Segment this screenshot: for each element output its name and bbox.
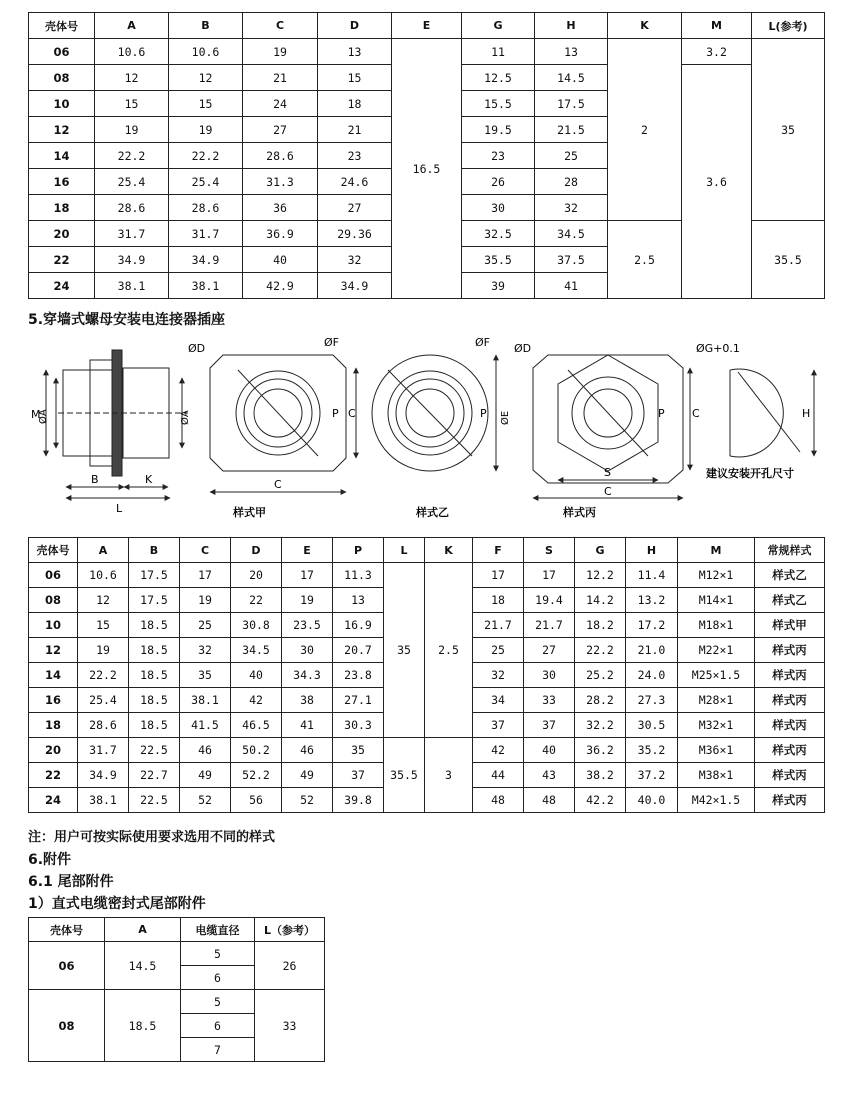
cell: 20.7 bbox=[333, 638, 384, 663]
cell: 22.5 bbox=[129, 788, 180, 813]
cell: 21.7 bbox=[524, 613, 575, 638]
cell: 7 bbox=[181, 1038, 255, 1062]
cell: 22.2 bbox=[575, 638, 626, 663]
cell: 38.1 bbox=[169, 273, 243, 299]
cell: 22.2 bbox=[95, 143, 169, 169]
cell: 18.5 bbox=[129, 663, 180, 688]
header-cell: C bbox=[180, 538, 231, 563]
cell: 52 bbox=[282, 788, 333, 813]
header-cell: K bbox=[608, 13, 682, 39]
cell: 27 bbox=[243, 117, 318, 143]
cell: M12×1 bbox=[678, 563, 755, 588]
cell: 15 bbox=[318, 65, 392, 91]
cell: 样式丙 bbox=[755, 763, 825, 788]
cell: 13 bbox=[318, 39, 392, 65]
cell: 17.5 bbox=[129, 588, 180, 613]
header-cell: C bbox=[243, 13, 318, 39]
label-b: B bbox=[91, 473, 99, 486]
cell: 21 bbox=[318, 117, 392, 143]
label-m: M bbox=[31, 408, 41, 421]
cell: 13 bbox=[333, 588, 384, 613]
cell: 6 bbox=[181, 1014, 255, 1038]
cell: 30.3 bbox=[333, 713, 384, 738]
cell: 22 bbox=[29, 763, 78, 788]
label-p: P bbox=[332, 407, 339, 420]
label-p3: P bbox=[658, 407, 665, 420]
cell: 样式丙 bbox=[755, 638, 825, 663]
cell: 32.2 bbox=[575, 713, 626, 738]
header-cell: 壳体号 bbox=[29, 538, 78, 563]
cell: 34.9 bbox=[95, 247, 169, 273]
cell-m-top: 3.2 bbox=[682, 39, 752, 65]
cell: 24 bbox=[29, 788, 78, 813]
table3-header-row bbox=[29, 918, 325, 942]
header-cell: D bbox=[231, 538, 282, 563]
cell: 18 bbox=[29, 713, 78, 738]
cell: 31.7 bbox=[95, 221, 169, 247]
cell: 41 bbox=[282, 713, 333, 738]
cell: 48 bbox=[524, 788, 575, 813]
cell: 17 bbox=[524, 563, 575, 588]
cell: 15.5 bbox=[462, 91, 535, 117]
caption-style-a: 样式甲 bbox=[233, 506, 266, 519]
cell: 12 bbox=[169, 65, 243, 91]
cell: 08 bbox=[29, 588, 78, 613]
cell: 31.3 bbox=[243, 169, 318, 195]
cell: 39.8 bbox=[333, 788, 384, 813]
cell: 样式甲 bbox=[755, 613, 825, 638]
cell: 样式丙 bbox=[755, 688, 825, 713]
cell: 44 bbox=[473, 763, 524, 788]
cell: 32 bbox=[318, 247, 392, 273]
cell: 11.4 bbox=[626, 563, 678, 588]
cell: 18 bbox=[29, 195, 95, 221]
cell: 30 bbox=[524, 663, 575, 688]
cell: 19 bbox=[95, 117, 169, 143]
cell: 13 bbox=[535, 39, 608, 65]
cell: 41.5 bbox=[180, 713, 231, 738]
cell: 25.4 bbox=[78, 688, 129, 713]
label-e: ØE bbox=[500, 410, 511, 425]
header-cell: 壳体号 bbox=[29, 918, 105, 942]
cell: 29.36 bbox=[318, 221, 392, 247]
cell: 32 bbox=[473, 663, 524, 688]
cell: 38.1 bbox=[180, 688, 231, 713]
cell: 31.7 bbox=[78, 738, 129, 763]
header-cell: B bbox=[129, 538, 180, 563]
header-cell: D bbox=[318, 13, 392, 39]
header-cell: H bbox=[535, 13, 608, 39]
cell: 30.5 bbox=[626, 713, 678, 738]
cell: 11 bbox=[462, 39, 535, 65]
header-cell: G bbox=[575, 538, 626, 563]
cell: 22.5 bbox=[129, 738, 180, 763]
cell: 46 bbox=[282, 738, 333, 763]
label-f: ØF bbox=[324, 336, 339, 349]
cell: 31.7 bbox=[169, 221, 243, 247]
cell: 37.2 bbox=[626, 763, 678, 788]
table-row bbox=[29, 563, 825, 588]
label-c3-side: C bbox=[692, 407, 700, 420]
label-c-side: C bbox=[348, 407, 356, 420]
view-style-a bbox=[210, 355, 356, 492]
cell: 14.5 bbox=[535, 65, 608, 91]
cell-k-top: 2.5 bbox=[425, 563, 473, 738]
cell: 48 bbox=[473, 788, 524, 813]
cell: 49 bbox=[282, 763, 333, 788]
cell: 18 bbox=[473, 588, 524, 613]
header-cell: A bbox=[95, 13, 169, 39]
cell: 38.1 bbox=[78, 788, 129, 813]
label-p2: P bbox=[480, 407, 487, 420]
cell: 28.2 bbox=[575, 688, 626, 713]
cell: 18 bbox=[318, 91, 392, 117]
cell: 38 bbox=[282, 688, 333, 713]
cell: 15 bbox=[78, 613, 129, 638]
cell-k-bottom: 2.5 bbox=[608, 221, 682, 299]
cell: 10.6 bbox=[95, 39, 169, 65]
cell: 27 bbox=[524, 638, 575, 663]
cell: 46.5 bbox=[231, 713, 282, 738]
cell: 18.5 bbox=[105, 990, 181, 1062]
cell: 11.3 bbox=[333, 563, 384, 588]
cell: 38.1 bbox=[95, 273, 169, 299]
cell: 26 bbox=[255, 942, 325, 990]
cell: 28 bbox=[535, 169, 608, 195]
cell: 40.0 bbox=[626, 788, 678, 813]
cell: 19 bbox=[169, 117, 243, 143]
cell: 46 bbox=[180, 738, 231, 763]
label-s: S bbox=[604, 466, 611, 479]
cell: 25 bbox=[535, 143, 608, 169]
cell: 19.4 bbox=[524, 588, 575, 613]
cell: 06 bbox=[29, 39, 95, 65]
label-k: K bbox=[145, 473, 153, 486]
shell-dimension-table bbox=[28, 12, 825, 299]
cell: 34.5 bbox=[535, 221, 608, 247]
table-row bbox=[29, 738, 825, 763]
cell: M14×1 bbox=[678, 588, 755, 613]
header-cell: M bbox=[682, 13, 752, 39]
cell: 56 bbox=[231, 788, 282, 813]
cell: 22.7 bbox=[129, 763, 180, 788]
wall-mount-dimension-table bbox=[28, 537, 825, 813]
cell-l-bottom: 35.5 bbox=[752, 221, 825, 299]
view-style-b bbox=[372, 355, 496, 471]
cell: 样式丙 bbox=[755, 663, 825, 688]
connector-drawing bbox=[28, 330, 828, 530]
cell: 25.2 bbox=[575, 663, 626, 688]
cell: 40 bbox=[243, 247, 318, 273]
cell: M32×1 bbox=[678, 713, 755, 738]
header-cell: 壳体号 bbox=[29, 13, 95, 39]
cell: 17.2 bbox=[626, 613, 678, 638]
cell-e-merged: 16.5 bbox=[392, 39, 462, 299]
cell: 32 bbox=[535, 195, 608, 221]
cell: 36.2 bbox=[575, 738, 626, 763]
cell: M25×1.5 bbox=[678, 663, 755, 688]
cell: 42 bbox=[473, 738, 524, 763]
cell: 19 bbox=[243, 39, 318, 65]
tail-accessory-table bbox=[28, 917, 325, 1062]
cell: 08 bbox=[29, 990, 105, 1062]
cell: 5 bbox=[181, 942, 255, 966]
cell: 22 bbox=[231, 588, 282, 613]
cell: 20 bbox=[29, 221, 95, 247]
cell: 22.2 bbox=[78, 663, 129, 688]
cell: 16.9 bbox=[333, 613, 384, 638]
cell: 17 bbox=[282, 563, 333, 588]
cell: 28.6 bbox=[169, 195, 243, 221]
cell: 35 bbox=[180, 663, 231, 688]
cell: 35.5 bbox=[462, 247, 535, 273]
cell: 样式丙 bbox=[755, 788, 825, 813]
cell: 15 bbox=[169, 91, 243, 117]
cell: 10 bbox=[29, 613, 78, 638]
cell: 24.6 bbox=[318, 169, 392, 195]
cell: 28.6 bbox=[95, 195, 169, 221]
cell: 25.4 bbox=[169, 169, 243, 195]
cell: 样式乙 bbox=[755, 563, 825, 588]
cell: 21.0 bbox=[626, 638, 678, 663]
cell: 33 bbox=[524, 688, 575, 713]
cell: 43 bbox=[524, 763, 575, 788]
header-cell: L bbox=[384, 538, 425, 563]
label-l: L bbox=[116, 502, 123, 515]
cell-l-top: 35 bbox=[384, 563, 425, 738]
cell: 27.3 bbox=[626, 688, 678, 713]
header-cell: G bbox=[462, 13, 535, 39]
cell: 15 bbox=[95, 91, 169, 117]
label-c: C bbox=[274, 478, 282, 491]
cell-k-top: 2 bbox=[608, 39, 682, 221]
cell: 27 bbox=[318, 195, 392, 221]
cell: 32 bbox=[180, 638, 231, 663]
header-cell: H bbox=[626, 538, 678, 563]
cell: 19.5 bbox=[462, 117, 535, 143]
cell: 17 bbox=[473, 563, 524, 588]
cell: 21 bbox=[243, 65, 318, 91]
header-cell: L（参考） bbox=[255, 918, 325, 942]
cell: 24.0 bbox=[626, 663, 678, 688]
cell: 34 bbox=[473, 688, 524, 713]
cell: 21.5 bbox=[535, 117, 608, 143]
cell: 17.5 bbox=[129, 563, 180, 588]
cell: 24 bbox=[243, 91, 318, 117]
header-cell: S bbox=[524, 538, 575, 563]
cell: 24 bbox=[29, 273, 95, 299]
cell: 30.8 bbox=[231, 613, 282, 638]
cell: 33 bbox=[255, 990, 325, 1062]
cell: 34.5 bbox=[231, 638, 282, 663]
cell: 20 bbox=[29, 738, 78, 763]
cell: M18×1 bbox=[678, 613, 755, 638]
cell-k-bottom: 3 bbox=[425, 738, 473, 813]
cell: 12 bbox=[29, 638, 78, 663]
cell: 19 bbox=[180, 588, 231, 613]
header-cell: E bbox=[282, 538, 333, 563]
cell: 样式乙 bbox=[755, 588, 825, 613]
cell: 52.2 bbox=[231, 763, 282, 788]
cell: 25.4 bbox=[95, 169, 169, 195]
cell: 样式丙 bbox=[755, 713, 825, 738]
cell: M28×1 bbox=[678, 688, 755, 713]
cell: 35 bbox=[333, 738, 384, 763]
cell: 34.3 bbox=[282, 663, 333, 688]
cell: 34.9 bbox=[318, 273, 392, 299]
cell: 22 bbox=[29, 247, 95, 273]
cell: 12 bbox=[29, 117, 95, 143]
cell: 41 bbox=[535, 273, 608, 299]
cell: 14 bbox=[29, 663, 78, 688]
caption-hole: 建议安装开孔尺寸 bbox=[706, 467, 794, 480]
cell: 52 bbox=[180, 788, 231, 813]
cell: 27.1 bbox=[333, 688, 384, 713]
header-cell: A bbox=[78, 538, 129, 563]
cell: 42 bbox=[231, 688, 282, 713]
cell: M22×1 bbox=[678, 638, 755, 663]
cell: 23.5 bbox=[282, 613, 333, 638]
header-cell: K bbox=[425, 538, 473, 563]
cell: 32.5 bbox=[462, 221, 535, 247]
cell: 28.6 bbox=[243, 143, 318, 169]
cell: 36.9 bbox=[243, 221, 318, 247]
header-cell: L(参考) bbox=[752, 13, 825, 39]
cell: 37 bbox=[473, 713, 524, 738]
cell: 10 bbox=[29, 91, 95, 117]
header-cell: B bbox=[169, 13, 243, 39]
label-d3: ØD bbox=[514, 342, 532, 355]
cell: 26 bbox=[462, 169, 535, 195]
cell: 19 bbox=[282, 588, 333, 613]
cell: 5 bbox=[181, 990, 255, 1014]
cell-m-bottom: 3.6 bbox=[682, 65, 752, 299]
header-cell: A bbox=[105, 918, 181, 942]
cell: 12 bbox=[78, 588, 129, 613]
cell: 37 bbox=[524, 713, 575, 738]
header-cell: P bbox=[333, 538, 384, 563]
label-a-left: ØA bbox=[38, 409, 49, 424]
header-cell: 常规样式 bbox=[755, 538, 825, 563]
cell: 40 bbox=[231, 663, 282, 688]
cell: 23 bbox=[318, 143, 392, 169]
header-cell: 电缆直径 bbox=[181, 918, 255, 942]
cell: M38×1 bbox=[678, 763, 755, 788]
table-row bbox=[29, 990, 325, 1014]
label-h: H bbox=[802, 407, 811, 420]
caption-style-c: 样式丙 bbox=[563, 506, 596, 519]
cell: 20 bbox=[231, 563, 282, 588]
cell: 23.8 bbox=[333, 663, 384, 688]
cell: 16 bbox=[29, 688, 78, 713]
cell: 13.2 bbox=[626, 588, 678, 613]
cell: 50.2 bbox=[231, 738, 282, 763]
cell: 14.5 bbox=[105, 942, 181, 990]
label-d: ØD bbox=[188, 342, 206, 355]
table1-header-row bbox=[29, 13, 825, 39]
cell: 37.5 bbox=[535, 247, 608, 273]
cell: 14 bbox=[29, 143, 95, 169]
label-f2: ØF bbox=[475, 336, 490, 349]
label-g: ØG+0.1 bbox=[696, 342, 740, 355]
cell: 34.9 bbox=[169, 247, 243, 273]
cell: 18.2 bbox=[575, 613, 626, 638]
cell: 22.2 bbox=[169, 143, 243, 169]
section-5-title: 5.穿墙式螺母安装电连接器插座 bbox=[28, 312, 226, 328]
cell-l-bottom: 35.5 bbox=[384, 738, 425, 813]
cell: 30 bbox=[282, 638, 333, 663]
cell: 12.2 bbox=[575, 563, 626, 588]
cell: 18.5 bbox=[129, 613, 180, 638]
cell: 18.5 bbox=[129, 638, 180, 663]
cell: 25 bbox=[473, 638, 524, 663]
cell: 06 bbox=[29, 563, 78, 588]
cell: 39 bbox=[462, 273, 535, 299]
header-cell: F bbox=[473, 538, 524, 563]
label-a-right: ØA bbox=[180, 410, 191, 425]
usage-note: 注：用户可按实际使用要求选用不同的样式 bbox=[28, 830, 276, 845]
cell: 37 bbox=[333, 763, 384, 788]
cell-l-top: 35 bbox=[752, 39, 825, 221]
cell: 14.2 bbox=[575, 588, 626, 613]
cell: 25 bbox=[180, 613, 231, 638]
cell: 18.5 bbox=[129, 688, 180, 713]
cell: 08 bbox=[29, 65, 95, 91]
cell: 06 bbox=[29, 942, 105, 990]
cell: 17 bbox=[180, 563, 231, 588]
table-row bbox=[29, 39, 825, 65]
cell: 18.5 bbox=[129, 713, 180, 738]
section-6-1-subtitle: 1）直式电缆密封式尾部附件 bbox=[28, 896, 206, 912]
table2-header-row bbox=[29, 538, 825, 563]
table-row bbox=[29, 942, 325, 966]
label-c3: C bbox=[604, 485, 612, 498]
cell: 17.5 bbox=[535, 91, 608, 117]
cell: 21.7 bbox=[473, 613, 524, 638]
cell: 23 bbox=[462, 143, 535, 169]
side-view bbox=[46, 350, 188, 498]
caption-style-b: 样式乙 bbox=[416, 506, 449, 519]
view-style-c bbox=[533, 355, 690, 498]
cell: 38.2 bbox=[575, 763, 626, 788]
section-6-1-title: 6.1 尾部附件 bbox=[28, 874, 114, 890]
cell: 42.9 bbox=[243, 273, 318, 299]
cell: 10.6 bbox=[169, 39, 243, 65]
cell: M42×1.5 bbox=[678, 788, 755, 813]
cell: 6 bbox=[181, 966, 255, 990]
cell: 42.2 bbox=[575, 788, 626, 813]
cell: 10.6 bbox=[78, 563, 129, 588]
cell: 样式丙 bbox=[755, 738, 825, 763]
cell: 12 bbox=[95, 65, 169, 91]
cell: 40 bbox=[524, 738, 575, 763]
cell: 16 bbox=[29, 169, 95, 195]
section-6-title: 6.附件 bbox=[28, 852, 72, 868]
cell: 34.9 bbox=[78, 763, 129, 788]
cell: 36 bbox=[243, 195, 318, 221]
cell: 35.2 bbox=[626, 738, 678, 763]
cell: 28.6 bbox=[78, 713, 129, 738]
cell: 19 bbox=[78, 638, 129, 663]
cell: M36×1 bbox=[678, 738, 755, 763]
cell: 12.5 bbox=[462, 65, 535, 91]
cell: 49 bbox=[180, 763, 231, 788]
cell: 30 bbox=[462, 195, 535, 221]
header-cell: M bbox=[678, 538, 755, 563]
header-cell: E bbox=[392, 13, 462, 39]
